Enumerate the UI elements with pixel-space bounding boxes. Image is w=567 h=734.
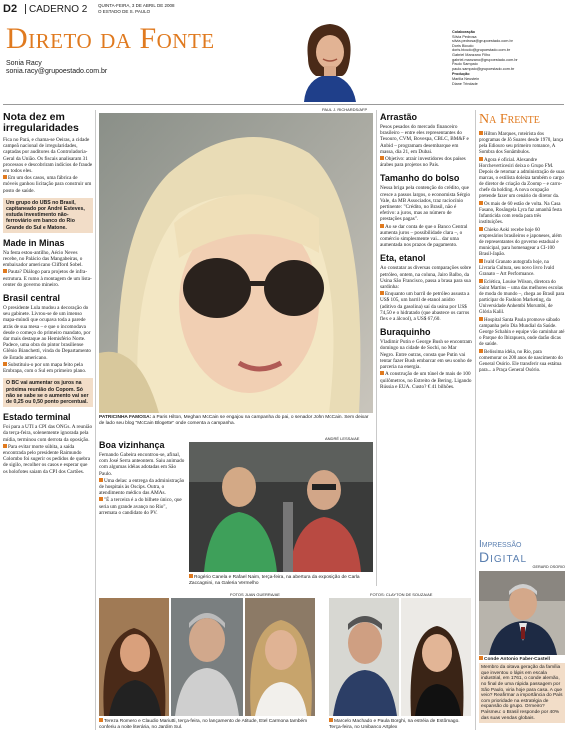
photo-credit: GERARD OSORIO xyxy=(532,565,565,569)
header-rule xyxy=(3,104,564,105)
headline-made-in-minas: Made in Minas xyxy=(3,237,65,248)
section-name: CADERNO 2 xyxy=(29,4,88,15)
paragraph: "É a terceira é a do bilhete único, que seria um grande avanço no Rio", arremata o candidato do PV. xyxy=(99,497,182,516)
columnist-portrait xyxy=(286,16,372,102)
staff-list xyxy=(452,30,564,86)
staff-line: silvia.pedrosa@grupoestado.com.br xyxy=(452,39,513,44)
column-title: Direto da Fonte xyxy=(6,22,215,55)
bullet-icon xyxy=(3,444,7,448)
impressao-digital xyxy=(479,540,565,723)
bullet-icon xyxy=(3,362,7,366)
bottom-caption-2 xyxy=(329,718,471,730)
masthead xyxy=(3,3,333,17)
note-text: Um grupo do UBS no Brasil, capitaneado por André Esteves, estuda investimento não-ferroviário em banco do Rio Grande do Sul e Matone. xyxy=(6,199,85,231)
gallery-photo xyxy=(189,442,373,572)
author-email: sonia.racy@grupoestado.com.br xyxy=(6,68,108,75)
paper-name: O ESTADO DE S. PAULO xyxy=(98,9,151,14)
paragraph: O presidente Lula mudou a decoração do seu gabinete. Livrou-se de um imenso mapa-múndi que ocupava toda a parede atrás de sua mesa – e que o incomodava desde o começo do primeiro mandato, por dar mais destaque ao Hemisfério Norte. Padece, uma obra do pintor brasiliense Glênio Bianchetti, vinda do Departamento de Estado americano. xyxy=(3,305,92,361)
paragraph: Substituiu-o por um mapa feito pela Embrapa, com o Sul em primeiro plano. xyxy=(3,361,87,375)
column-rule xyxy=(95,110,96,730)
bullet-icon xyxy=(189,574,193,578)
bottom-photo-3 xyxy=(245,598,315,716)
bottom-photo-1 xyxy=(99,598,169,716)
main-photo-caption xyxy=(99,415,373,426)
bullet-icon xyxy=(380,156,384,160)
staff-line: Sílvia Pedrosa xyxy=(452,34,477,39)
note-item: Hospital Santa Paula promove sábado campanha pelo Dia Mundial da Saúde. George Schahin e equipe vão caminhar até o Parque do Ibirapuera, onde darão dicas de saúde. xyxy=(479,318,565,347)
note-item: Hilton Marques, roteirista dos programas de Jô Soares desde 1970, lança pela Ediouro seu primeiro romance, A Sombra dos Sonâmbulos. xyxy=(479,132,564,155)
bullet-icon xyxy=(3,269,7,273)
staff-line: Doris Bicudo xyxy=(452,43,474,48)
bottom-caption-1 xyxy=(99,718,315,730)
bullet-icon xyxy=(479,259,483,263)
bullet-icon xyxy=(380,291,384,295)
bullet-icon xyxy=(329,718,333,722)
staff-line: gabriel.manzano@grupoestado.com.br xyxy=(452,57,518,62)
caption-text: Rogério Canela e Rafael Naim, terça-feira, na abertura da exposição de Carla Zaccagnini, na Galeria Vermelho xyxy=(189,575,360,586)
staff-line: Diane Trindade xyxy=(452,81,478,86)
headline-boa-vizinhanca: Boa vizinhança xyxy=(99,440,165,450)
bullet-icon xyxy=(479,279,483,283)
paragraph: Nessa briga pela contenção do crédito, que cresce a passos largos, o economista Sérgio Vale, da MB Associados, traz raciocínio pertinente: "Crédito, no Brasil, não é efetivo: a juros, mas ao número de prestações pagas". xyxy=(380,185,471,223)
bullet-icon xyxy=(380,371,384,375)
left-column xyxy=(3,112,93,476)
paragraph: Ao se dar conta de que o Banco Central aumenta juros – possibilidade clara –, o comércio simplesmente vai... dar uma aumentada nos prazos de pagamento. xyxy=(380,223,468,249)
digital-heading-1: Impressão xyxy=(479,539,522,550)
bullet-icon xyxy=(479,349,483,353)
note-item: Agora é oficial. Alexandre Horcheverticesiri deixa o Grupo FM. Depois de retomar a administração de suas marcas, o estilista doleiza também o cargo de diretor de criação da Zoomp – e carro-chefe da holding. A nova ocupação pretende fazer um cenário do diretor da. xyxy=(479,158,565,199)
page-number: D2 xyxy=(3,3,18,15)
paragraph: Fernando Gabeira encontrou-se, afinal, com José Serra anteontem. Saiu animado com algumas idéias adotadas em São Paulo. xyxy=(99,452,185,477)
divider xyxy=(25,4,26,14)
note-text: O BC vai aumentar os juros na próxima reunião do Copom. Só não se sabe se o aumento vai ser de 0,25 ou 0,50 ponto percentual. xyxy=(6,380,89,405)
staff-heading: Colaboração xyxy=(452,30,475,34)
note-item: Os mais de 60 estão de volta. Na Casa Fasano, Rosângela Lyra faz amanhã festa Infanticida com renda para três instituições. xyxy=(479,202,562,225)
headline-buraquinho: Buraquinho xyxy=(380,327,431,338)
staff-heading: Produção xyxy=(452,72,470,77)
bullet-icon xyxy=(479,131,483,135)
bullet-icon xyxy=(380,224,384,228)
bullet-icon xyxy=(479,227,483,231)
note-item: Belíssima idéia, no Rio, para comemorar os 200 anos de nascimento do General Osório. Ele transferir sua estátua para... a Praça General Osório. xyxy=(479,350,563,373)
bottom-photo-2 xyxy=(171,598,243,716)
na-frente xyxy=(479,112,565,375)
paragraph: A construção de um túnel de mais de 100 quilômetros, no Estreito de Bering. Ligando Rússia e EUA. Custo? € 41 bilhões. xyxy=(380,371,472,390)
photo-credit: FOTOS JUAN GUERRA/AE xyxy=(230,592,280,597)
column-rule xyxy=(376,110,377,586)
headline-tamanho-do-bolso: Tamanho do bolso xyxy=(380,173,460,184)
caption-text: Tereza Romero e Claudio Mariutti, terça-feira, no lançamento de Atitude, Etel Carmona também conferiu a noite literária, no Jardim Sul. xyxy=(99,719,308,730)
paragraph: Pauta? Diálogo para projetos de infra-estrutura. E rumo à montagem de um lista-center do governo mineiro. xyxy=(3,269,92,288)
gallery-caption xyxy=(189,574,373,586)
date-line: QUINTA-FEIRA, 3 DE ABRIL DE 2008 xyxy=(98,3,175,8)
paragraph: Para evitar morte súbita, a saída encontrada pelo presidente Raimundo Colombo foi sugerir os pedidos de quebra de sigilo, recolher os casos e esperar que os holofotes saiam da CPI dos Cartões. xyxy=(3,443,91,475)
bullet-icon xyxy=(479,201,483,205)
bullet-icon xyxy=(479,656,483,660)
bullet-icon xyxy=(479,157,483,161)
boa-vizinhanca xyxy=(99,440,185,517)
bottom-photo-4 xyxy=(329,598,399,716)
note-item: Chieko Aoki recebe hoje 60 empresários brasileiros e japoneses, além de representantes do governo estadual e municipal, para homenagear a CI-100 Brasil-Japão. xyxy=(479,228,562,257)
headline-arrastao: Arrastão xyxy=(380,112,418,122)
photo-credit: PAUL J. RICHARDS/AFP xyxy=(322,107,368,112)
paragraph: Fica no Pará, e chama-se Oeiras, a cidade campeã nacional de irregularidades, captadas por auditores da Controladoria-Geral da União. Os fiscais analisaram 31 processos e descobriram indícios de fraude em todos eles. xyxy=(3,137,93,175)
staff-line: Gabriel Manzano Filho xyxy=(452,52,491,57)
paragraph: Foi para a UTI a CPI das ONGs. A reunião da terça-feira, solenemente ignorada pela mídia, terminou com derrota da oposição. xyxy=(3,424,93,443)
staff-line: doris.bicudo@grupoestado.com.br xyxy=(452,48,511,53)
bullet-icon xyxy=(99,497,103,501)
note-box xyxy=(3,198,93,233)
note-item: Ivald Granato autografa hoje, na Livraria Cultura, seu novo livro Ivald Granato – Art Performance. xyxy=(479,260,554,277)
caption-text: Marcelo Machado e Paula Borghi, na estréia de Estômago. Terça-feira, no Unibanco Artplex xyxy=(329,719,460,730)
conde-portrait xyxy=(479,571,565,655)
right-column xyxy=(380,112,472,391)
staff-line: paulo.sampaio@grupoestado.com.br xyxy=(452,66,515,71)
photo-credit: ANDRÉ LESSA/AE xyxy=(325,436,360,441)
conde-text: Membro da oitava geração da família que inventou o lápis em escala industrial, em 1761, o conde alemão, no final de uma rápida passagem por São Paulo, viria hoje para casa. A que veio? Reafirmar a importância do País com prioridade na estratégia de expansão do grupo. Ormeiro? Paísmeu: o Brasil responde por 40% das suas vendas globais. xyxy=(479,663,565,723)
bullet-icon xyxy=(3,175,7,179)
paragraph: Enquanto um barril de petróleo assusta a US$ 105, um barril de etanol anidro (aditivo da gasolina) saí da usina por US$ 74,50 e o hidratado (que abastece os carros flex e a álcool), a US$ 67,60. xyxy=(380,291,470,323)
headline-brasil-central: Brasil central xyxy=(3,293,61,304)
headline-estado-terminal: Estado terminal xyxy=(3,412,71,423)
paragraph: Ao constatar as diversas comparações sobre petróleo, ontem, na coluna, Jairo Balbo, da Usina São Francisco, passa a brasa para sua sardinha: xyxy=(380,265,472,291)
note-item: Eclética, Louise Wilson, diretora do Saint Martins – uma das melhores escolas de moda do mundo –, chega ao Brasil para participar do Fashion Marketing, da Universidade Anhembi Morumbi, de Glória Kalil. xyxy=(479,280,565,315)
author-name: Sonia Racy xyxy=(6,60,42,67)
caption-text: a Paris Hilton, Meghan McCain se engajou na campanha do pai, o senador John McCain. Sem deixar de lado seu blog "McCain Blogette" onde comenta a campanha. xyxy=(99,415,369,426)
paragraph: Na festa estou-antilho, Aécio Neves recebe, no Palácio das Mangabeiras, o embaixador americano Clifford Sobel. xyxy=(3,249,83,269)
caption-lead: PATRICINHA FAMOSA: xyxy=(99,415,152,420)
paragraph: Objetivo: atrair investidores dos países árabes para projetos no País. xyxy=(380,156,466,169)
headline-nota-dez: Nota dez em irregularidades xyxy=(3,111,79,134)
note-box xyxy=(3,378,93,407)
bullet-icon xyxy=(479,317,483,321)
bullet-icon xyxy=(99,478,103,482)
paragraph: Pesos pesados do mercado financeiro brasileiro – entre eles representantes do Tesouro, CVM, Bovespa, CBLC, BM&F e Anbid – programam desembarque em massa, dia 21, em Dubai. xyxy=(380,124,469,155)
digital-heading-2: Digital xyxy=(479,549,528,565)
bullet-icon xyxy=(99,718,103,722)
staff-line: Marilia Neustein xyxy=(452,76,480,81)
photo-credit: FOTOS: CLAYTON DE SOUZA/AE xyxy=(370,592,433,597)
person-name: Conde Antonio Faber-Castell xyxy=(484,656,550,662)
bottom-photo-5 xyxy=(401,598,471,716)
staff-line: Paulo Sampaio xyxy=(452,62,478,67)
paragraph: Em um dos casos, uma fábrica de móveis ganhou licitação para construir um posto de saúde. xyxy=(3,175,92,194)
paragraph: Vladimir Putin e George Bush se encontram domingo na cidade de Sochi, no Mar Negro. Entre outras, consta que Putin vai tentar fazer Bush embarcar em seu sonho de parceria na energia. xyxy=(380,339,472,371)
paragraph: Uma delas: a entrega da administração de hospitais às Oscips. Outra, o atendimento médico das AMAs. xyxy=(99,477,185,497)
conde-name xyxy=(479,656,565,663)
main-photo xyxy=(99,113,373,413)
headline-eta-etanol: Eta, etanol xyxy=(380,253,426,264)
column-rule xyxy=(475,110,476,730)
headline-na-frente: Na Frente xyxy=(479,112,540,127)
